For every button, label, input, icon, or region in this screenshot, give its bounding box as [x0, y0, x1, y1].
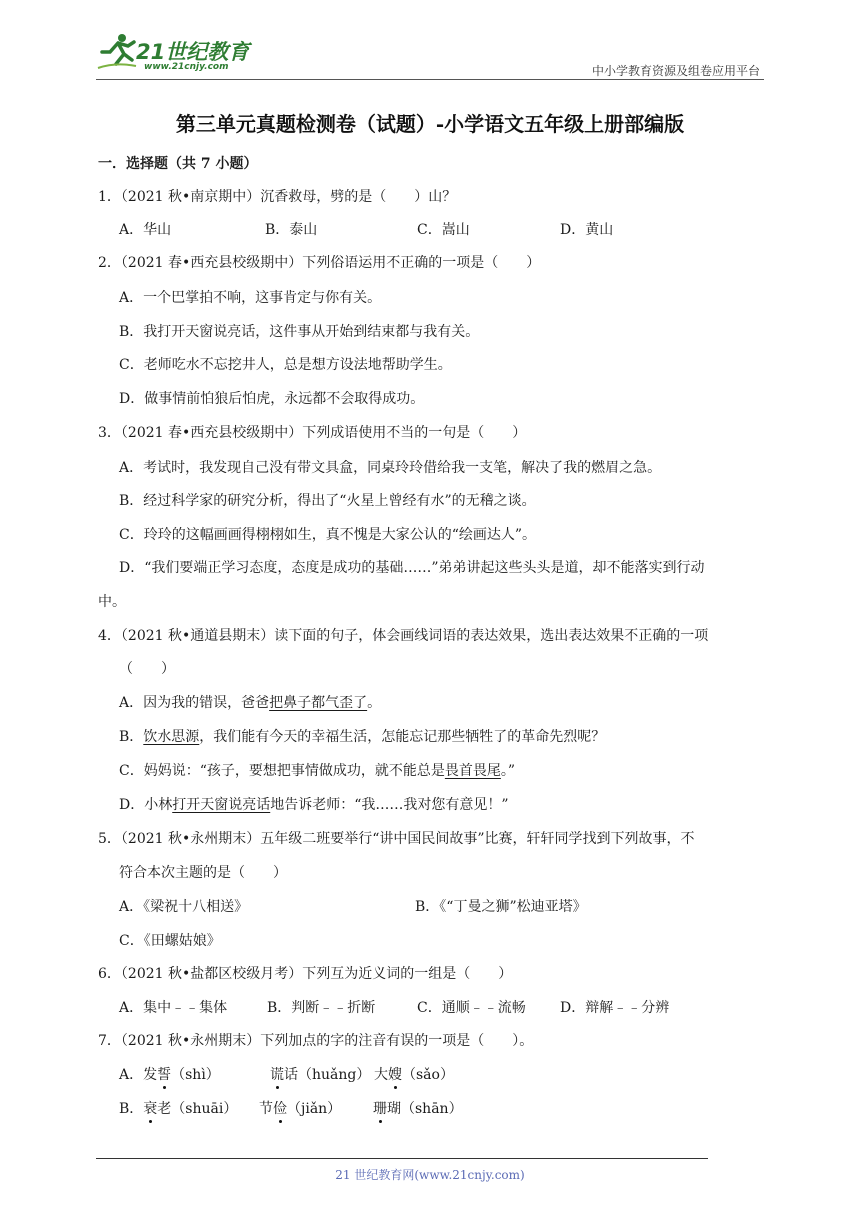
dotted-char: 俭 — [273, 1098, 287, 1118]
question-4-stem: 4．（2021 秋•通道县期末）读下面的句子，体会画线词语的表达效果，选出表达效果不正确的一项 — [98, 628, 709, 644]
page-title: 第三单元真题检测卷（试题）-小学语文五年级上册部编版 — [175, 112, 685, 136]
option-a: A．《梁祝十八相送》 — [119, 899, 249, 915]
page-header — [96, 28, 764, 80]
option-d — [119, 794, 509, 814]
plain-char: 节 — [259, 1101, 273, 1117]
option-d: D．黄山 — [560, 222, 614, 238]
option-a-item-1 — [119, 1064, 220, 1084]
option-c: C．嵩山 — [417, 222, 470, 238]
page-footer: 21 世纪教育网(www.21cnjy.com) — [335, 1168, 525, 1182]
dotted-char: 嫂 — [388, 1064, 402, 1084]
option-b-item-2 — [259, 1098, 341, 1118]
option-b: B．判断﹣﹣折断 — [267, 1000, 376, 1016]
plain-char: 大 — [374, 1067, 388, 1083]
option-text: 。” — [500, 763, 516, 779]
question-5-stem-continued: 符合本次主题的是（ ） — [119, 865, 287, 881]
option-a-item-2 — [270, 1064, 370, 1084]
option-a-item-3 — [374, 1064, 454, 1084]
question-4-stem-continued: （ ） — [119, 661, 175, 677]
option-d: D．“我们要端正学习态度，态度是成功的基础……”弟弟讲起这些头头是道，却不能落实到行动 — [119, 560, 705, 576]
pinyin: 瑚（shān） — [387, 1101, 463, 1117]
runner-logo-icon — [96, 32, 140, 72]
logo — [96, 28, 266, 76]
option-a — [119, 692, 381, 712]
option-c: C．通顺﹣﹣流畅 — [417, 1000, 526, 1016]
header-tagline: 中小学教育资源及组卷应用平台 — [591, 64, 760, 78]
option-b-item-1 — [119, 1098, 237, 1118]
underlined-phrase: 饮水思源 — [143, 729, 200, 745]
option-d-continued: 中。 — [98, 594, 126, 610]
pinyin: （shì） — [171, 1067, 220, 1083]
dotted-char: 谎 — [270, 1064, 284, 1084]
question-5-stem: 5．（2021 秋•永州期末）五年级二班要举行“讲中国民间故事”比赛，轩轩同学找到下列故事，不 — [98, 831, 695, 847]
option-c: C．玲玲的这幅画画得栩栩如生，真不愧是大家公认的“绘画达人”。 — [119, 527, 537, 543]
option-text: 地告诉老师：“我……我对您有意见！” — [270, 797, 509, 813]
option-d: D．做事情前怕狼后怕虎，永远都不会取得成功。 — [119, 391, 425, 407]
option-a: A．考试时，我发现自己没有带文具盒，同桌玲玲借给我一支笔，解决了我的燃眉之急。 — [119, 460, 662, 476]
question-7-stem: 7．（2021 秋•永州期末）下列加点的字的注音有误的一项是（ ）。 — [98, 1033, 534, 1049]
underlined-phrase: 把鼻子都气歪了 — [269, 695, 368, 711]
section-heading: 一．选择题（共 7 小题） — [98, 156, 258, 172]
option-d: D．辩解﹣﹣分辨 — [560, 1000, 670, 1016]
option-text: B． — [119, 729, 144, 745]
question-6-stem: 6．（2021 秋•盐都区校级月考）下列互为近义词的一组是（ ） — [98, 966, 513, 982]
dotted-char: 誓 — [157, 1064, 171, 1084]
pinyin: （jiǎn） — [287, 1101, 342, 1117]
option-c: C．老师吃水不忘挖井人，总是想方设法地帮助学生。 — [119, 357, 452, 373]
header-divider — [96, 79, 764, 80]
option-b: B．经过科学家的研究分析，得出了“火星上曾经有水”的无稽之谈。 — [119, 493, 536, 509]
underlined-phrase: 畏首畏尾 — [444, 763, 501, 779]
option-b: B．泰山 — [265, 222, 318, 238]
option-b: B．我打开天窗说亮话，这件事从开始到结束都与我有关。 — [119, 324, 480, 340]
option-a: A．华山 — [119, 222, 172, 238]
logo-url: www.21cnjy.com — [144, 62, 229, 72]
plain-char: 发 — [143, 1067, 158, 1083]
option-a: A．集中﹣﹣集体 — [119, 1000, 228, 1016]
option-b-item-3 — [373, 1098, 463, 1118]
dotted-char: 衰 — [143, 1098, 157, 1118]
option-text: D．小林 — [119, 797, 173, 813]
option-b: B．《“丁曼之狮”松迪亚塔》 — [415, 899, 587, 915]
question-3-stem: 3．（2021 春•西充县校级期中）下列成语使用不当的一句是（ ） — [98, 425, 527, 441]
option-c — [119, 760, 515, 780]
option-label: A． — [119, 1067, 144, 1083]
question-1-stem: 1．（2021 秋•南京期中）沉香救母，劈的是（ ）山？ — [98, 189, 457, 205]
option-label: B． — [119, 1101, 144, 1117]
option-text: 。 — [367, 695, 382, 711]
logo-text: 21世纪教育 — [136, 40, 250, 64]
pinyin: 话（huǎng） — [284, 1067, 371, 1083]
dotted-char: 珊 — [373, 1098, 387, 1118]
option-text: A．因为我的错误，爸爸 — [119, 695, 270, 711]
underlined-phrase: 打开天窗说亮话 — [172, 797, 271, 813]
option-text: C．妈妈说：“孩子，要想把事情做成功，就不能总是 — [119, 763, 445, 779]
option-a: A．一个巴掌拍不响，这事肯定与你有关。 — [119, 290, 382, 306]
option-b — [119, 726, 605, 746]
pinyin: 老（shuāi） — [157, 1101, 238, 1117]
footer-divider — [96, 1158, 708, 1159]
question-2-stem: 2．（2021 春•西充县校级期中）下列俗语运用不正确的一项是（ ） — [98, 255, 541, 271]
option-c: C．《田螺姑娘》 — [119, 933, 221, 949]
option-text: ，我们能有今天的幸福生活，怎能忘记那些牺牲了的革命先烈呢？ — [199, 729, 606, 745]
pinyin: （sǎo） — [402, 1067, 454, 1083]
